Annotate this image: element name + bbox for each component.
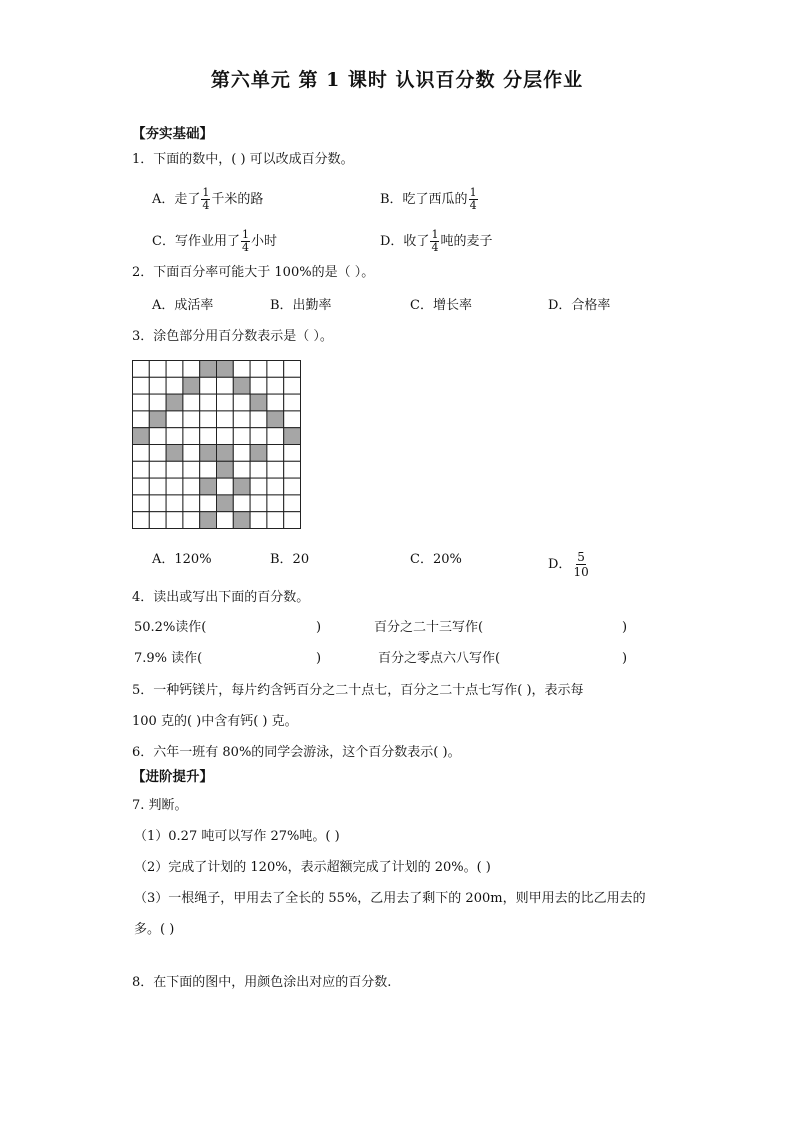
grid-cell [149,478,166,495]
q1-option-c-prefix: C．写作业用了 [152,234,240,249]
hundred-square-grid [132,360,302,530]
grid-cell-shaded [250,445,267,462]
grid-cell [267,512,284,529]
q1-option-d[interactable] [380,229,492,254]
grid-cell-shaded [200,512,217,529]
q4-write-0-68-close: ) [622,651,628,666]
q3-option-b[interactable]: B．20 [270,552,310,567]
grid-cell [200,377,217,394]
question-8-stem: 8．在下面的图中，用颜色涂出对应的百分数. [132,975,392,990]
q3-option-d[interactable] [548,550,591,579]
question-7-stem: 7. 判断。 [132,798,188,813]
grid-cell [149,495,166,512]
grid-cell [217,428,234,445]
grid-cell [166,428,183,445]
q1-option-b-fraction [469,187,478,212]
question-6: 6．六年一班有 80%的同学会游泳，这个百分数表示( )。 [132,745,461,760]
grid-cell [284,461,301,478]
grid-cell [284,394,301,411]
grid-cell [250,512,267,529]
q7-statement-3-line-2: 多。( ) [134,922,175,937]
q2-option-d[interactable]: D．合格率 [548,298,611,313]
q1-option-b[interactable] [380,187,479,212]
grid-cell [149,512,166,529]
q3-option-c[interactable]: C．20% [410,552,462,567]
grid-cell [217,377,234,394]
q1-option-d-fraction [430,229,439,254]
question-4-stem: 4．读出或写出下面的百分数。 [132,590,310,605]
q2-option-b[interactable]: B．出勤率 [270,298,332,313]
page-title: 第六单元 第 1 课时 认识百分数 分层作业 [210,69,584,91]
fraction-numerator: 1 [202,186,210,199]
grid-cell [166,361,183,378]
grid-cell [200,394,217,411]
fraction-denominator: 10 [573,565,589,579]
grid-cell [233,361,250,378]
q4-write-0-68-label: 百分之零点六八写作( [378,651,501,666]
grid-cell [250,377,267,394]
grid-cell [183,461,200,478]
fraction-denominator: 4 [241,241,249,254]
q1-option-a[interactable] [152,187,263,212]
fraction-denominator: 4 [469,199,477,212]
grid-cell [133,478,150,495]
section-heading-basic: 【夯实基础】 [132,126,213,142]
q1-option-c-fraction [241,229,250,254]
q1-option-c[interactable] [152,229,277,254]
grid-cell [183,478,200,495]
q7-statement-3-line-1: （3）一根绳子，甲用去了全长的 55%，乙用去了剩下的 200m，则甲用去的比乙用去的 [134,891,646,906]
grid-cell [183,411,200,428]
q3-option-a[interactable]: A．120% [152,552,212,567]
grid-cell-shaded [200,445,217,462]
grid-cell-shaded [149,411,166,428]
grid-cell [250,361,267,378]
q7-statement-1: （1）0.27 吨可以写作 27%吨。( ) [134,829,340,844]
grid-cell-shaded [166,445,183,462]
grid-cell-shaded [250,394,267,411]
grid-cell [284,512,301,529]
q4-read-7-9-label: 7.9% 读作( [134,651,203,666]
q4-write-23-label: 百分之二十三写作( [374,620,484,635]
q1-option-c-suffix: 小时 [250,234,277,249]
fraction-numerator: 5 [577,550,585,564]
grid-cell [133,445,150,462]
q7-statement-2: （2）完成了计划的 120%，表示超额完成了计划的 20%。( ) [134,860,491,875]
fraction-numerator: 1 [241,228,249,241]
grid-cell [200,495,217,512]
grid-cell [183,445,200,462]
grid-cell [267,445,284,462]
q3-option-d-prefix: D． [548,557,572,572]
grid-cell [166,377,183,394]
grid-cell [250,428,267,445]
grid-cell-shaded [217,461,234,478]
question-2-stem: 2．下面百分率可能大于 100%的是（ ）。 [132,265,375,280]
grid-cell [233,461,250,478]
grid-cell [284,377,301,394]
question-5-line-2: 100 克的( )中含有钙( ) 克。 [132,714,298,729]
q2-option-c[interactable]: C．增长率 [410,298,472,313]
grid-cell [149,377,166,394]
grid-cell-shaded [217,445,234,462]
grid-cell [267,461,284,478]
q1-option-d-prefix: D．收了 [380,234,430,249]
grid-cell [133,394,150,411]
grid-cell [133,495,150,512]
grid-cell [217,512,234,529]
grid-cell-shaded [200,361,217,378]
fraction-numerator: 1 [469,186,477,199]
grid-cell [250,495,267,512]
grid-cell [149,461,166,478]
grid-cell-shaded [267,411,284,428]
grid-cell-shaded [183,377,200,394]
grid-cell-shaded [233,512,250,529]
grid-cell [166,478,183,495]
grid-cell-shaded [133,428,150,445]
grid-cell [284,495,301,512]
fraction-numerator: 1 [431,228,439,241]
grid-cell [267,495,284,512]
grid-cell [149,445,166,462]
grid-cell [250,478,267,495]
grid-cell [149,394,166,411]
q1-option-a-suffix: 千米的路 [211,192,264,207]
grid-cell [183,394,200,411]
q1-option-a-fraction [201,187,210,212]
q1-option-d-suffix: 吨的麦子 [440,234,493,249]
fraction-denominator: 4 [431,241,439,254]
grid-cell [133,361,150,378]
grid-cell [166,411,183,428]
q1-option-a-prefix: A．走了 [152,192,201,207]
grid-cell [133,411,150,428]
grid-cell [284,478,301,495]
q4-read-50-2-close: ) [316,620,322,635]
grid-cell [284,411,301,428]
grid-cell [267,377,284,394]
grid-cell [200,461,217,478]
grid-cell [149,428,166,445]
grid-cell [284,445,301,462]
grid-cell [183,495,200,512]
grid-cell [133,512,150,529]
grid-cell [233,428,250,445]
grid-cell [166,495,183,512]
grid-cell [233,495,250,512]
grid-cell [267,361,284,378]
q4-write-23-close: ) [622,620,628,635]
grid-cell [166,461,183,478]
grid-cell [233,411,250,428]
grid-cell [133,461,150,478]
grid-cell [149,361,166,378]
question-5-line-1: 5．一种钙镁片，每片约含钙百分之二十点七，百分之二十点七写作( )，表示每 [132,683,584,698]
grid-cell-shaded [217,495,234,512]
q4-read-7-9-close: ) [316,651,322,666]
grid-cell [200,428,217,445]
grid-cell [133,377,150,394]
grid-cell-shaded [200,478,217,495]
grid-cell [267,428,284,445]
grid-cell [217,411,234,428]
grid-cell [284,361,301,378]
q3-option-d-fraction [572,550,589,579]
grid-cell [267,478,284,495]
grid-cell [166,512,183,529]
grid-cell [217,478,234,495]
question-1-stem: 1．下面的数中，( ) 可以改成百分数。 [132,152,354,167]
grid-cell-shaded [233,377,250,394]
grid-cell [183,512,200,529]
grid-cell-shaded [166,394,183,411]
grid-cell [250,461,267,478]
q4-read-50-2-label: 50.2%读作( [134,620,207,635]
grid-cell-shaded [233,478,250,495]
section-heading-advanced: 【进阶提升】 [132,769,213,785]
grid-cell-shaded [284,428,301,445]
grid-cell [183,361,200,378]
grid-cell-shaded [217,361,234,378]
q1-option-b-prefix: B．吃了西瓜的 [380,192,468,207]
grid-cell [233,394,250,411]
grid-cell [217,394,234,411]
question-3-stem: 3．涂色部分用百分数表示是（ ）。 [132,329,333,344]
grid-cell [200,411,217,428]
grid-cell [183,428,200,445]
grid-cell [267,394,284,411]
grid-cell [233,445,250,462]
fraction-denominator: 4 [202,199,210,212]
grid-cell [250,411,267,428]
q2-option-a[interactable]: A．成活率 [152,298,214,313]
